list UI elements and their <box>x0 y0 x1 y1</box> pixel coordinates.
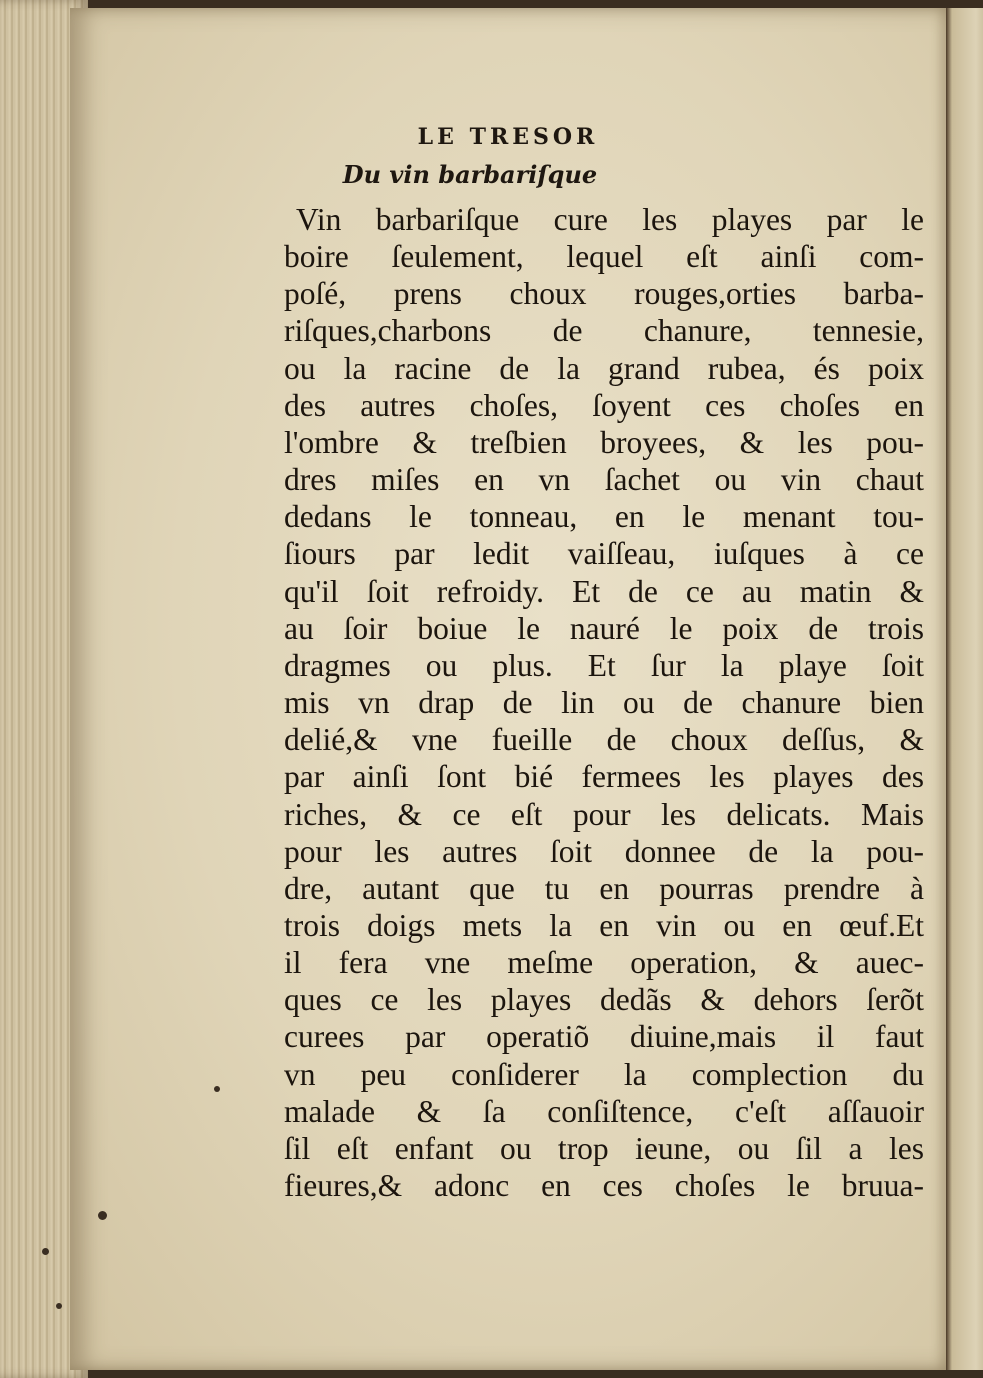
text-line: fieures,& adonc en ces choſes le bruua- <box>284 1168 924 1204</box>
text-line: dres miſes en vn ſachet ou vin chaut <box>284 462 924 498</box>
text-line: l'ombre & treſbien broyees, & les pou- <box>284 424 924 460</box>
text-line: poſé, prens choux rouges,orties barba- <box>284 276 924 312</box>
ink-spot <box>56 1303 62 1309</box>
text-line: curees par operatiõ diuine,mais il faut <box>284 1019 924 1055</box>
text-line: riches, & ce eſt pour les delicats. Mais <box>284 796 924 832</box>
facing-page-edge <box>946 8 983 1370</box>
text-line: au ſoir boiue le nauré le poix de trois <box>284 610 924 646</box>
text-line: trois doigs mets la en vin ou en œuf.Et <box>284 907 924 943</box>
text-line: ques ce les playes dedãs & dehors ſerõt <box>284 982 924 1018</box>
text-line: mis vn drap de lin ou de chanure bien <box>284 685 924 721</box>
ink-spot <box>98 1211 107 1220</box>
text-line: ſil eſt enfant ou trop ieune, ou ſil a les <box>284 1130 924 1166</box>
body-text <box>284 201 924 1204</box>
text-line: dre, autant que tu en pourras prendre à <box>284 870 924 906</box>
ink-spot <box>42 1248 49 1255</box>
text-line: Vin barbariſque cure les playes par le <box>296 202 924 237</box>
text-line: ou la racine de la grand rubea, és poix <box>284 350 924 386</box>
text-line: riſques,charbons de chanure, tennesie, <box>284 313 924 349</box>
text-line: qu'il ſoit refroidy. Et de ce au matin & <box>284 573 924 609</box>
text-line: des autres choſes, ſoyent ces choſes en <box>284 387 924 423</box>
text-line: vn peu conſiderer la complection du <box>284 1056 924 1092</box>
text-line: il fera vne meſme operation, & auec- <box>284 945 924 981</box>
text-line: pour les autres ſoit donnee de la pou- <box>284 833 924 869</box>
section-title: Du vin barbariſque <box>342 160 598 189</box>
ink-spot <box>214 1086 220 1092</box>
text-line: dedans le tonneau, en le menant tou- <box>284 499 924 535</box>
text-line: ſiours par ledit vaiſſeau, iuſques à ce <box>284 536 924 572</box>
text-line: dragmes ou plus. Et ſur la playe ſoit <box>284 647 924 683</box>
text-line: malade & ſa conſiſtence, c'eſt aſſauoir <box>284 1093 924 1129</box>
text-line: boire ſeulement, lequel eſt ainſi com- <box>284 239 924 275</box>
running-head: LE TRESOR <box>417 124 599 150</box>
text-line: delié,& vne fueille de choux deſſus, & <box>284 722 924 758</box>
book-page <box>70 8 946 1370</box>
text-line: par ainſi ſont bié fermees les playes des <box>284 759 924 795</box>
